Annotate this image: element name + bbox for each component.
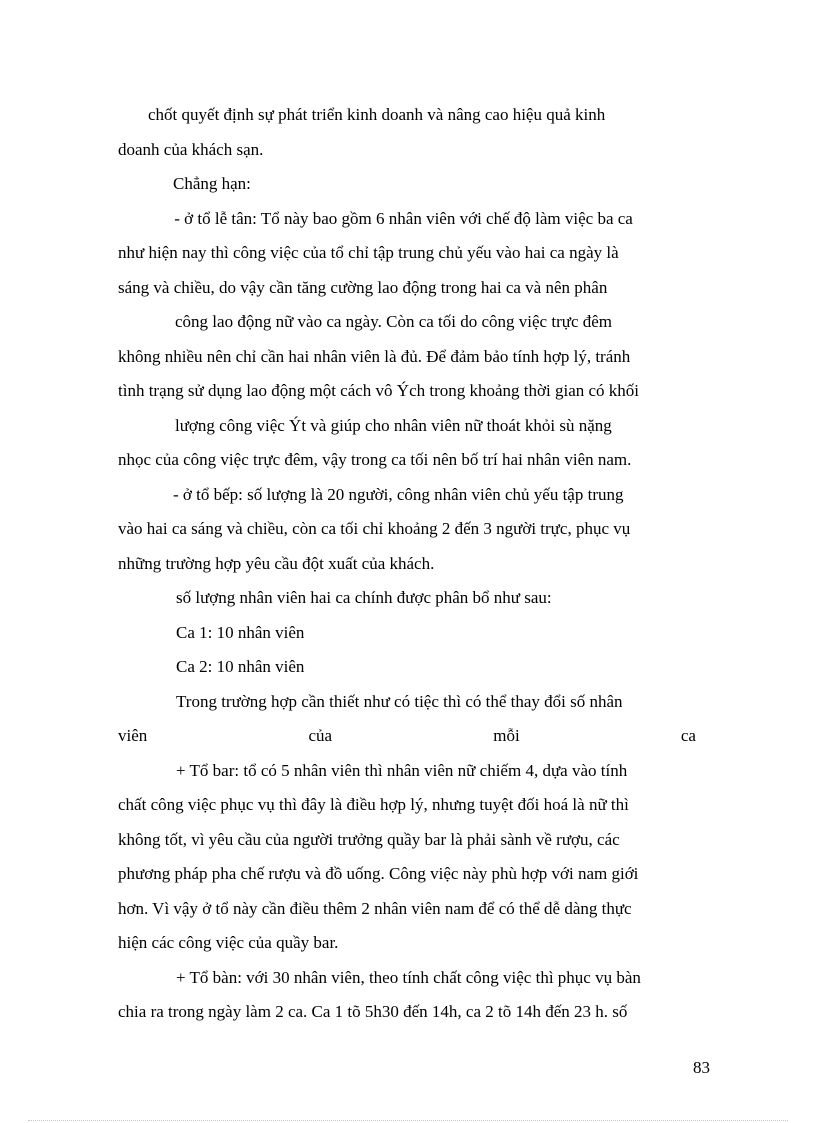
text-line: Chẳng hạn:: [173, 174, 251, 193]
text-line: nhọc của công việc trực đêm, vậy trong ca tối nên bố trí hai nhân viên nam.: [118, 450, 632, 469]
text-line: chốt quyết định sự phát triển kinh doanh và nâng cao hiệu quả kinh: [148, 105, 606, 124]
text-line: không nhiều nên chỉ cần hai nhân viên là đủ. Để đảm bảo tính hợp lý, tránh: [118, 347, 631, 366]
text-line: lượng công việc Ýt và giúp cho nhân viên nữ thoát khỏi sù nặng: [175, 416, 612, 435]
page-number: 83: [693, 1058, 710, 1077]
text-line: Ca 2: 10 nhân viên: [176, 657, 305, 676]
text-line: - ở tổ lễ tân: Tổ này bao gồm 6 nhân viên với chế độ làm việc ba ca: [170, 209, 633, 228]
text-line: hơn. Vì vậy ở tổ này cần điều thêm 2 nhân viên nam để có thể dễ dàng thực: [118, 899, 632, 918]
text-line: chia ra trong ngày làm 2 ca. Ca 1 tõ 5h30 đến 14h, ca 2 tõ 14h đến 23 h. số: [118, 1002, 628, 1021]
page-bottom-divider: [28, 1120, 788, 1121]
text-line: hiện các công việc của quầy bar.: [118, 933, 339, 952]
text-line: - ở tổ bếp: số lượng là 20 người, công nhân viên chủ yếu tập trung: [173, 485, 624, 504]
justified-line: [118, 726, 696, 746]
text-line: Ca 1: 10 nhân viên: [176, 623, 305, 642]
word: ca: [680, 726, 696, 745]
text-line: sáng và chiều, do vậy cần tăng cường lao động trong hai ca và nên phân: [118, 278, 608, 297]
text-line: những trường hợp yêu cầu đột xuất của khách.: [118, 554, 435, 573]
text-line: chất công việc phục vụ thì đây là điều hợp lý, nhưng tuyệt đối hoá là nữ thì: [118, 795, 629, 814]
text-line: không tốt, vì yêu cầu của người trưởng quầy bar là phải sành về rượu, các: [118, 830, 620, 849]
text-line: Trong trường hợp cần thiết như có tiệc thì có thể thay đổi số nhân: [176, 692, 623, 711]
text-line: doanh của khách sạn.: [118, 140, 264, 159]
text-line: như hiện nay thì công việc của tổ chỉ tập trung chủ yếu vào hai ca ngày là: [118, 243, 619, 262]
text-line: + Tổ bàn: với 30 nhân viên, theo tính chất công việc thì phục vụ bàn: [176, 968, 641, 987]
text-line: tình trạng sử dụng lao động một cách vô Ých trong khoảng thời gian có khối: [118, 381, 640, 400]
text-line: + Tổ bar: tổ có 5 nhân viên thì nhân viên nữ chiếm 4, dựa vào tính: [176, 761, 628, 780]
text-line: số lượng nhân viên hai ca chính được phân bổ như sau:: [176, 588, 552, 607]
word: mỗi: [493, 726, 520, 745]
word: viên: [118, 726, 148, 745]
text-line: công lao động nữ vào ca ngày. Còn ca tối do công việc trực đêm: [175, 312, 613, 331]
text-line: vào hai ca sáng và chiều, còn ca tối chỉ khoảng 2 đến 3 người trực, phục vụ: [118, 519, 631, 538]
word: của: [308, 726, 333, 745]
text-line: phương pháp pha chế rượu và đồ uống. Công việc này phù hợp với nam giới: [118, 864, 639, 883]
